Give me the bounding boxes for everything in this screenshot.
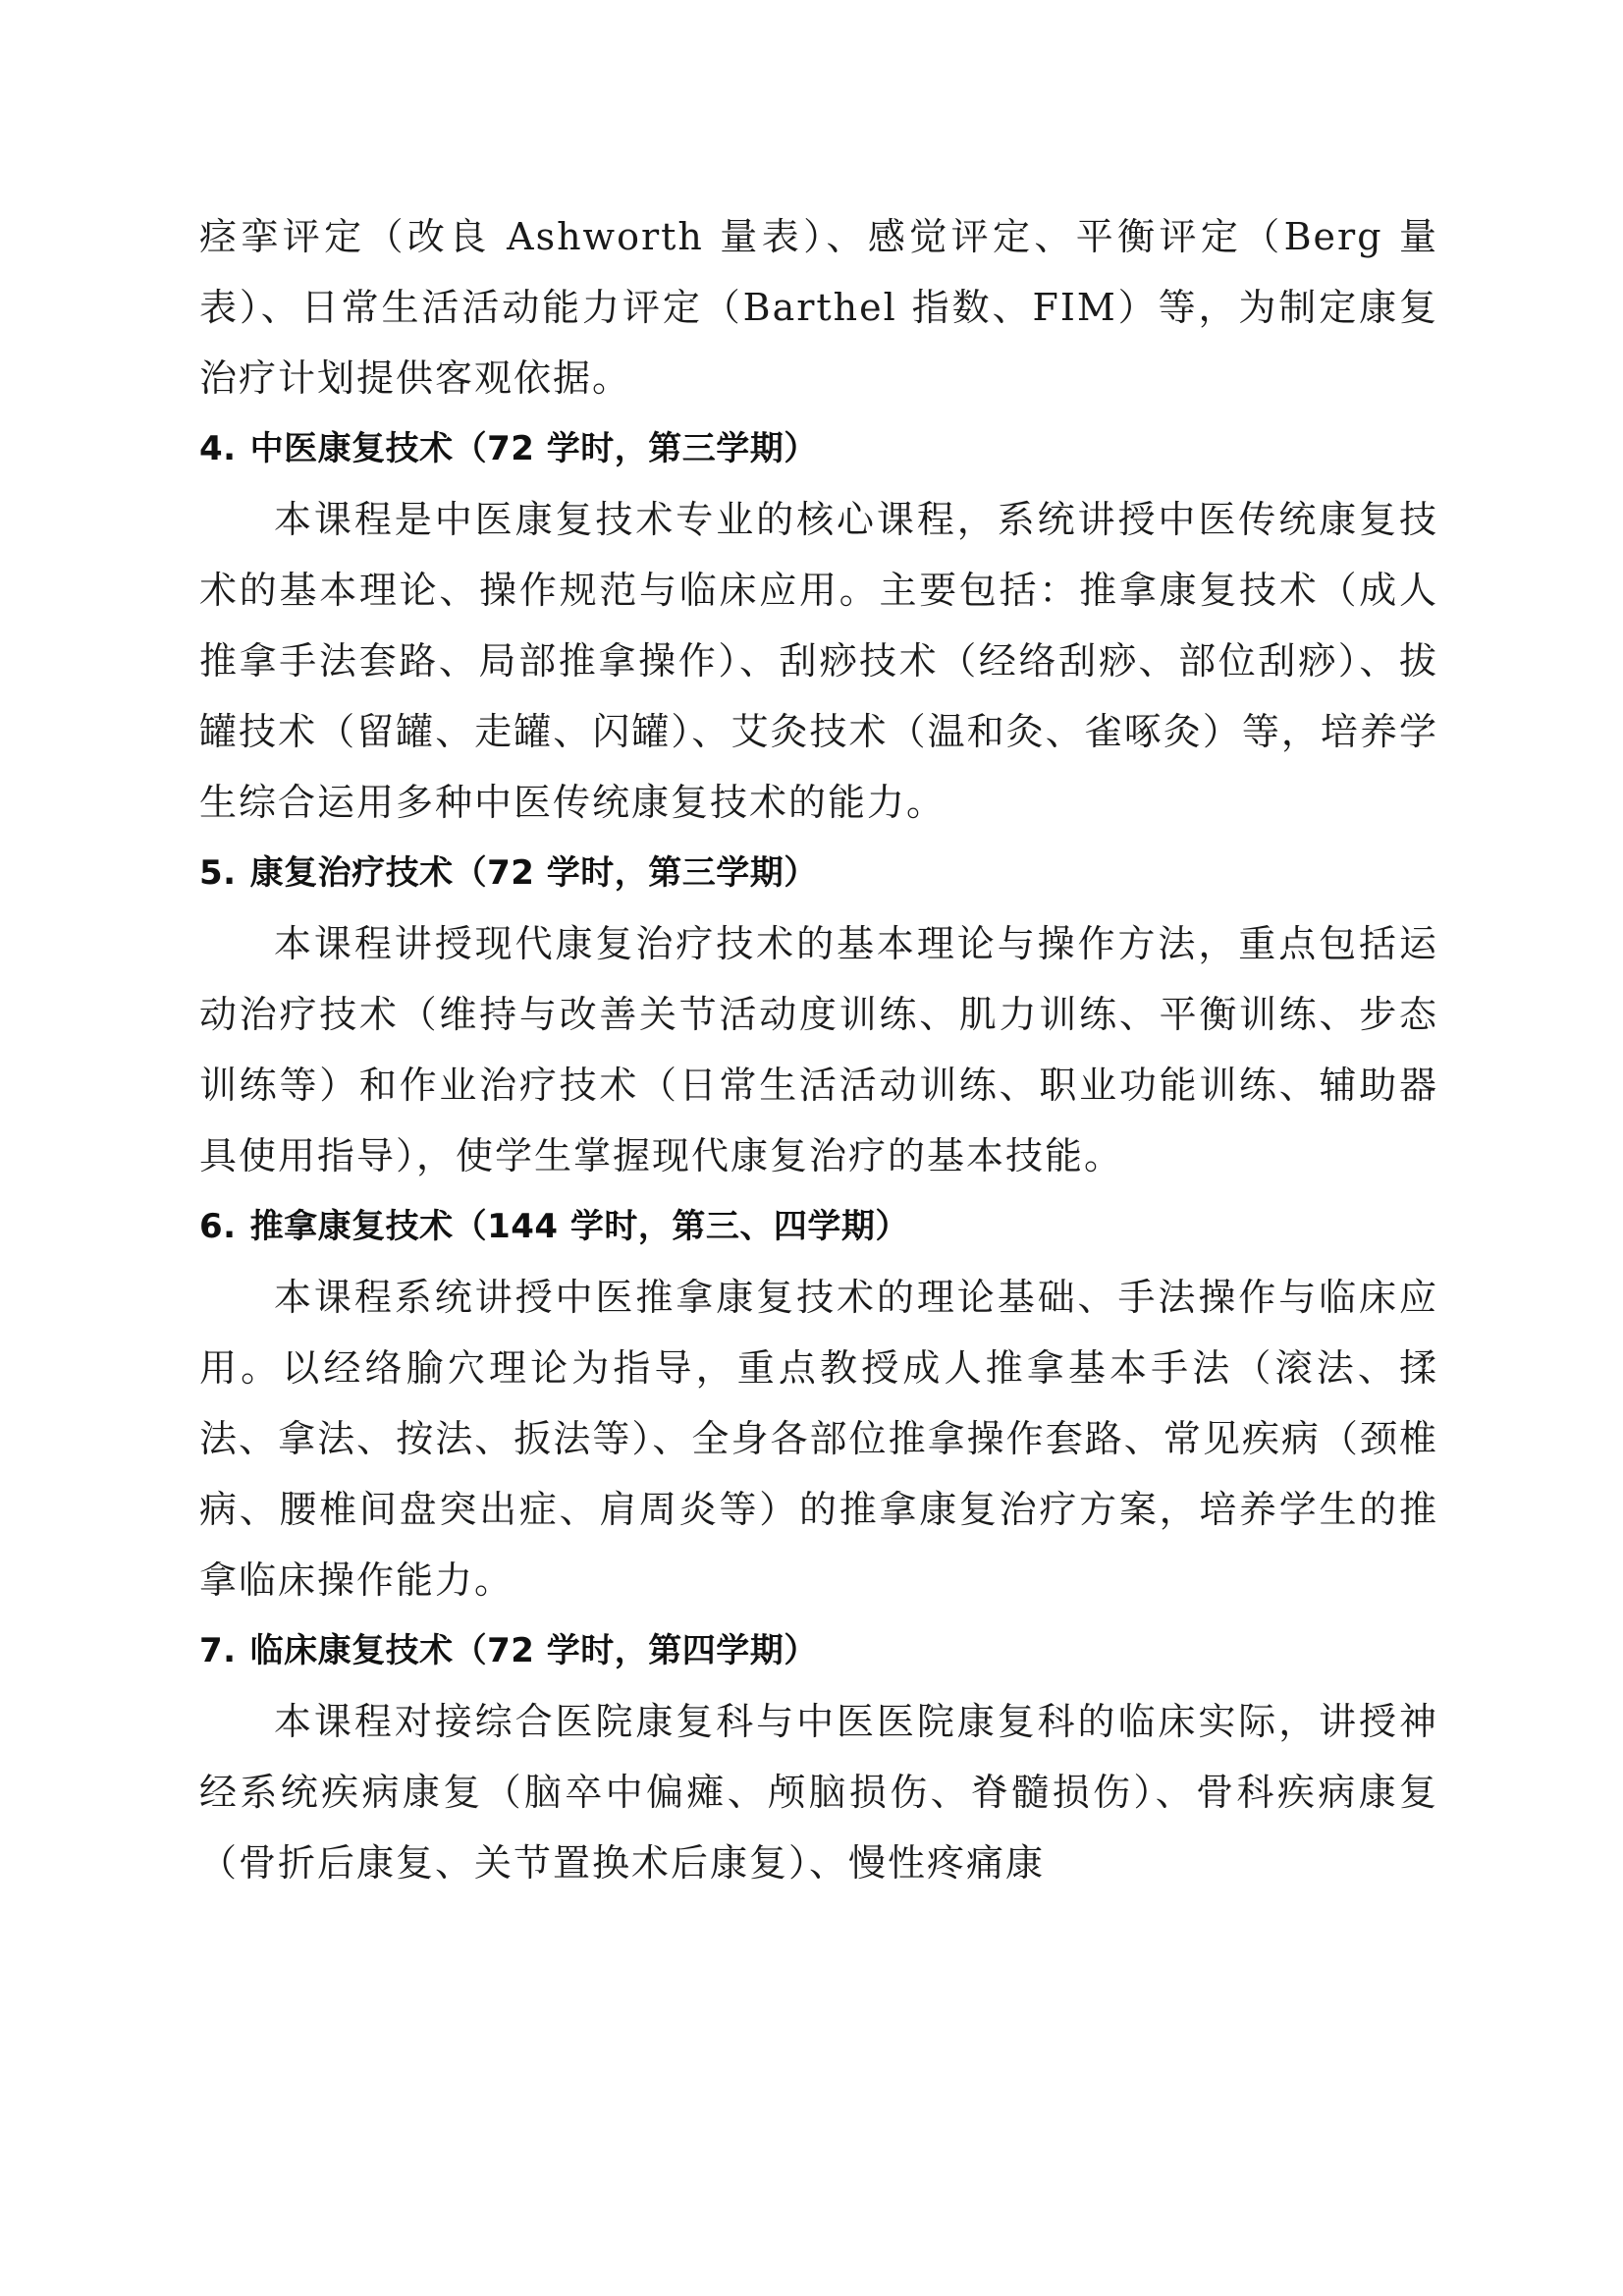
section-number: 6. bbox=[199, 1207, 237, 1246]
section-title: 临床康复技术（72 学时，第四学期） bbox=[249, 1631, 818, 1670]
section-body-4: 本课程是中医康复技术专业的核心课程，系统讲授中医传统康复技术的基本理论、操作规范与临床应用。主要包括：推拿康复技术（成人推拿手法套路、局部推拿操作）、刮痧技术（经络刮痧、部位刮痧）、拔罐技术（留罐、走罐、闪罐）、艾灸技术（温和灸、雀啄灸）等，培养学生综合运用多种中医传统康复技术的能力。 bbox=[199, 498, 1438, 824]
document-page bbox=[199, 201, 1438, 1898]
section-body-5: 本课程讲授现代康复治疗技术的基本理论与操作方法，重点包括运动治疗技术（维持与改善关节活动度训练、肌力训练、平衡训练、步态训练等）和作业治疗技术（日常生活活动训练、职业功能训练、辅助器具使用指导），使学生掌握现代康复治疗的基本技能。 bbox=[199, 922, 1438, 1177]
section-heading-7 bbox=[199, 1615, 1438, 1686]
section-title: 推拿康复技术（144 学时，第三、四学期） bbox=[249, 1207, 909, 1246]
section-heading-5 bbox=[199, 838, 1438, 908]
section-body-7: 本课程对接综合医院康复科与中医医院康复科的临床实际，讲授神经系统疾病康复（脑卒中偏瘫、颅脑损伤、脊髓损伤）、骨科疾病康复（骨折后康复、关节置换术后康复）、慢性疼痛康 bbox=[199, 1700, 1438, 1885]
section-heading-6 bbox=[199, 1191, 1438, 1262]
section-number: 7. bbox=[199, 1631, 237, 1670]
continuation-paragraph: 痉挛评定（改良 Ashworth 量表）、感觉评定、平衡评定（Berg 量表）、日常生活活动能力评定（Barthel 指数、FIM）等，为制定康复治疗计划提供客观依据。 bbox=[199, 215, 1438, 400]
section-number: 4. bbox=[199, 429, 237, 468]
section-title: 康复治疗技术（72 学时，第三学期） bbox=[249, 853, 818, 893]
section-body-6: 本课程系统讲授中医推拿康复技术的理论基础、手法操作与临床应用。以经络腧穴理论为指导，重点教授成人推拿基本手法（滚法、揉法、拿法、按法、扳法等）、全身各部位推拿操作套路、常见疾病（颈椎病、腰椎间盘突出症、肩周炎等）的推拿康复治疗方案，培养学生的推拿临床操作能力。 bbox=[199, 1276, 1438, 1602]
section-title: 中医康复技术（72 学时，第三学期） bbox=[249, 429, 818, 468]
section-number: 5. bbox=[199, 853, 237, 893]
section-heading-4 bbox=[199, 413, 1438, 484]
